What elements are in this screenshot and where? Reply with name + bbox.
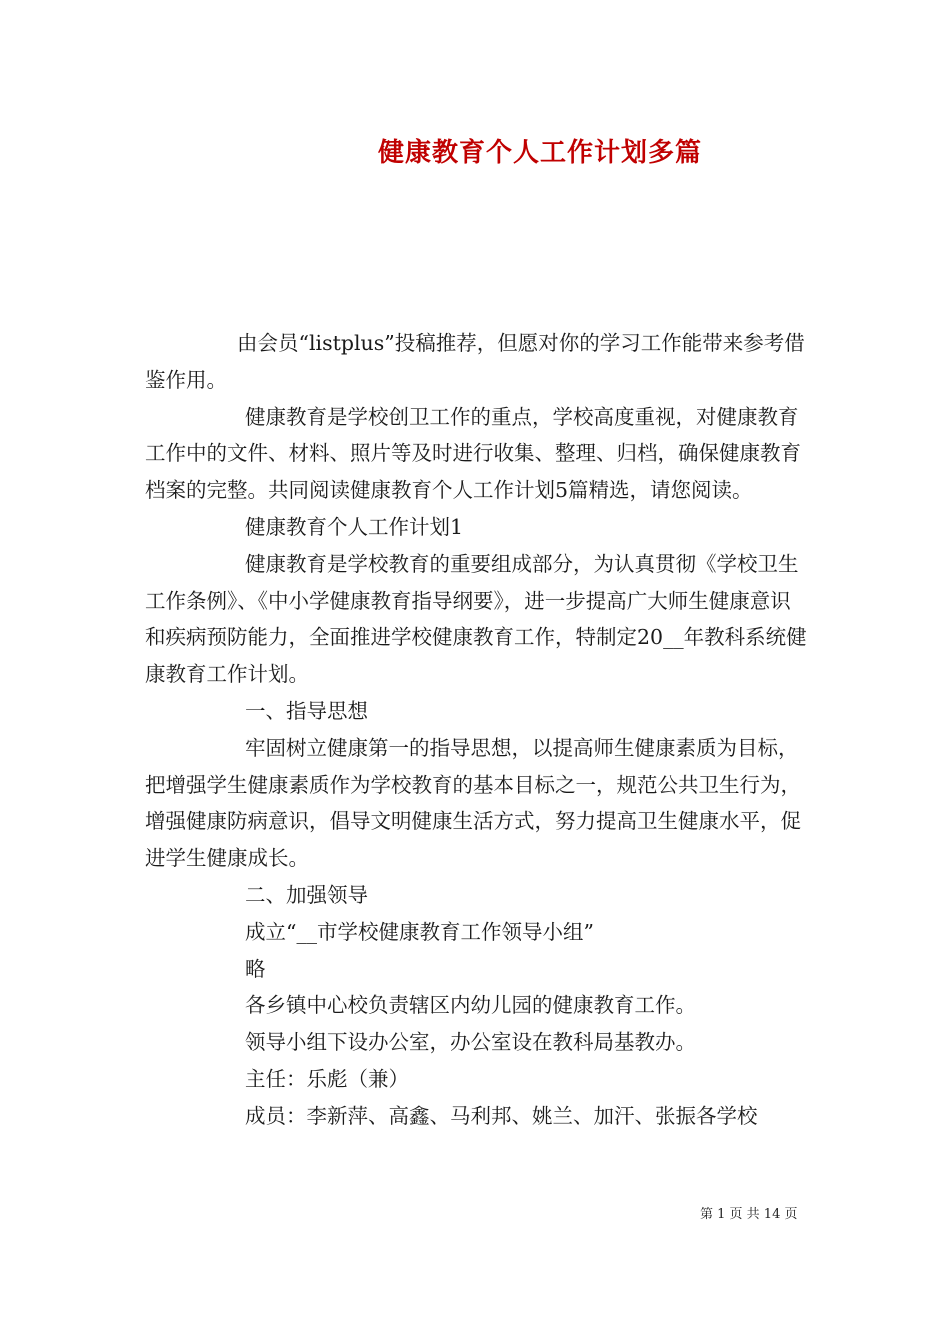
paragraph-plan-intro: 健康教育是学校教育的重要组成部分，为认真贯彻《学校卫生工作条例》、《中小学健康教育指导纲要》，进一步提高广大师生健康意识和疾病预防能力，全面推进学校健康教育工作，特制定20__年教科系统健康教育工作计划。	[145, 551, 807, 687]
paragraph-office: 领导小组下设办公室，办公室设在教科局基教办。	[245, 1030, 696, 1055]
paragraph-intro: 由会员“listplus”投稿推荐，但愿对你的学习工作能带来参考借鉴作用。	[145, 331, 805, 392]
paragraph-summary: 健康教育是学校创卫工作的重点，学校高度重视，对健康教育工作中的文件、材料、照片等及时进行收集、整理、归档，确保健康教育档案的完整。共同阅读健康教育个人工作计划5篇精选，请您阅读。	[145, 404, 801, 503]
page-number-footer: 第 1 页 共 14 页	[700, 1207, 798, 1222]
paragraph-township: 各乡镇中心校负责辖区内幼儿园的健康教育工作。	[245, 993, 696, 1018]
section-heading-leadership: 二、加强领导	[245, 882, 368, 907]
section-heading-plan-1: 健康教育个人工作计划1	[245, 514, 464, 539]
paragraph-guiding-thought: 牢固树立健康第一的指导思想，以提高师生健康素质为目标，把增强学生健康素质作为学校教育的基本目标之一，规范公共卫生行为，增强健康防病意识，倡导文明健康生活方式，努力提高卫生健康水平，促进学生健康成长。	[145, 735, 801, 871]
paragraph-omitted: 略	[245, 956, 266, 981]
document-body	[145, 325, 810, 1135]
section-heading-guiding-thought: 一、指导思想	[245, 698, 368, 723]
paragraph-director: 主任：乐彪（兼）	[245, 1066, 409, 1091]
paragraph-leadership-group: 成立“__市学校健康教育工作领导小组”	[245, 919, 594, 944]
paragraph-members: 成员：李新萍、高鑫、马利邦、姚兰、加汗、张振各学校	[245, 1103, 758, 1128]
document-title: 健康教育个人工作计划多篇	[377, 138, 702, 168]
